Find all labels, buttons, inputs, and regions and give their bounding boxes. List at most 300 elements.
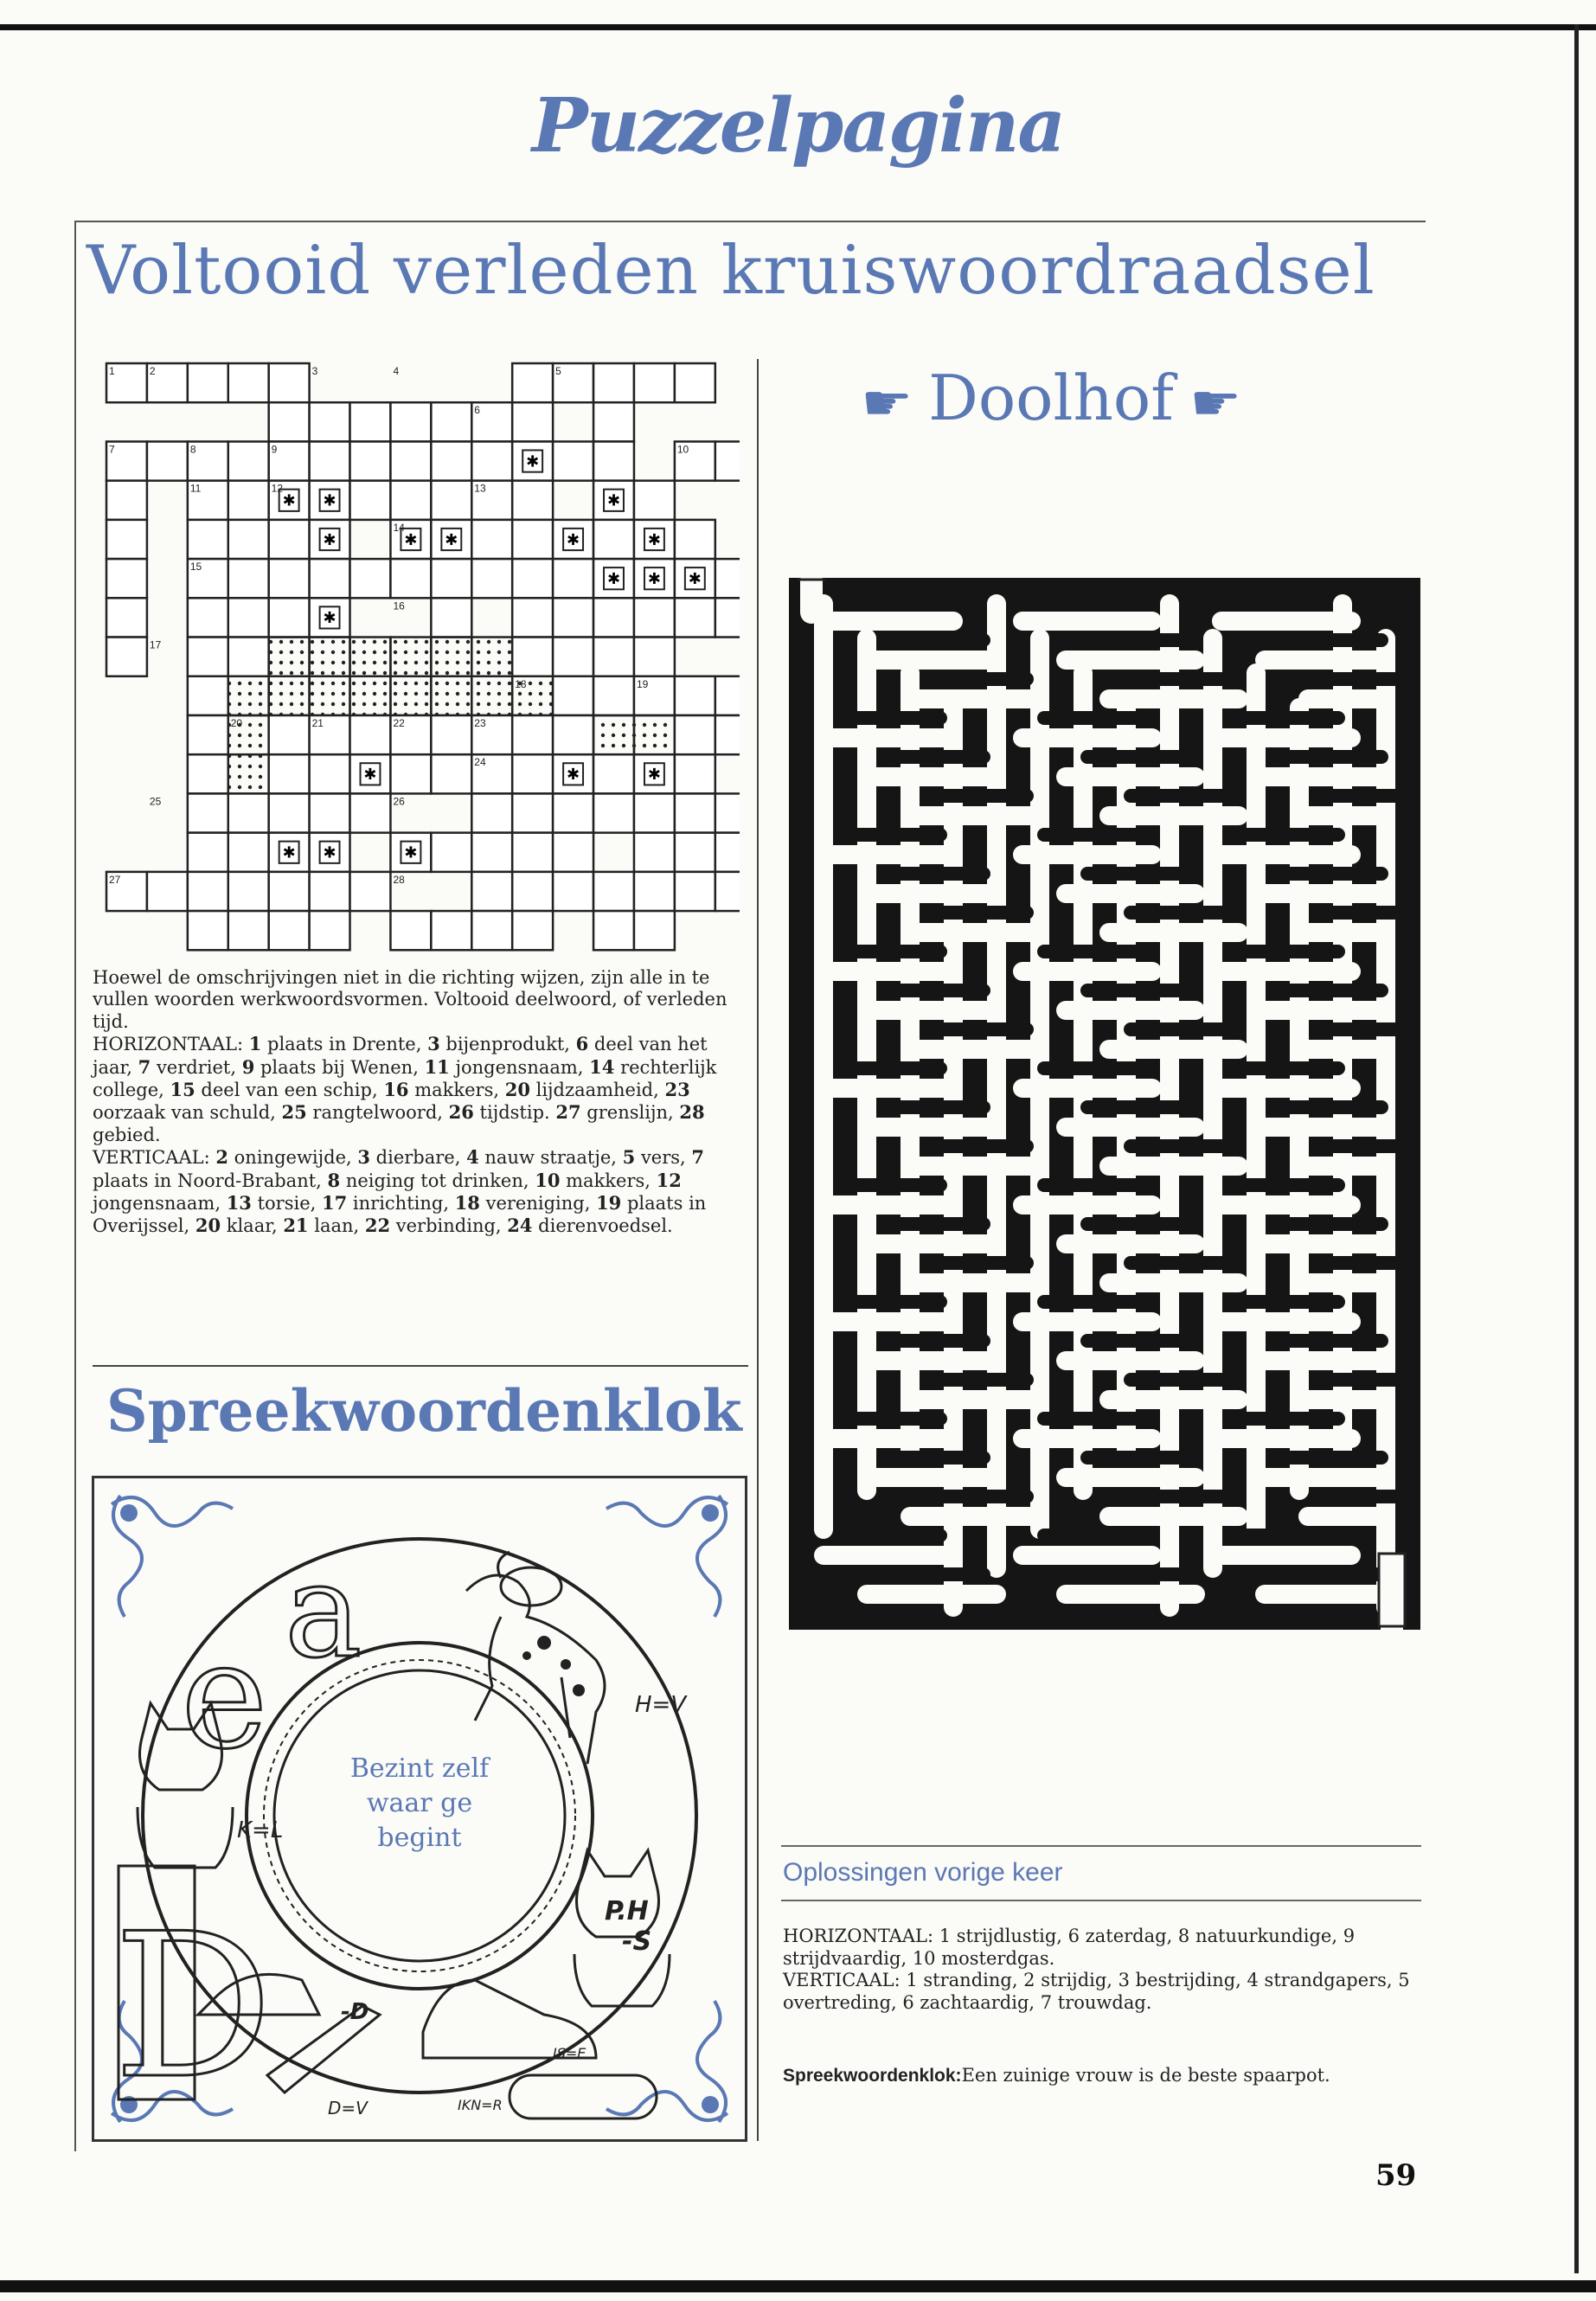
- star-icon: ✱: [404, 530, 418, 548]
- clock-letter-a: a: [285, 1536, 362, 1687]
- clue-text: rechterlijk college,: [93, 1056, 717, 1101]
- crossword-cell: [269, 754, 310, 793]
- crossword-number: 12: [271, 482, 284, 495]
- crossword-cell: [634, 872, 675, 911]
- solutions-klok-text: Een zuinige vrouw is de beste spaarpot.: [961, 2065, 1330, 2086]
- crossword-cell: [228, 481, 269, 520]
- crossword-cell: [715, 598, 740, 637]
- crossword-cell: [471, 559, 512, 598]
- column-divider: [757, 359, 759, 2141]
- crossword-cell: [715, 793, 740, 832]
- clue-number: 4: [466, 1146, 479, 1169]
- crossword-cell: [269, 676, 310, 715]
- crossword-number: 10: [676, 443, 689, 456]
- crossword-number: 11: [189, 482, 202, 495]
- star-icon: ✱: [282, 843, 296, 862]
- crossword-grid-svg: [99, 356, 740, 953]
- clue-text: verdriet,: [151, 1056, 242, 1078]
- crossword-cell: [188, 793, 228, 832]
- crossword-cell: [390, 754, 431, 793]
- crossword-cell: [553, 833, 593, 872]
- clue-number: 9: [241, 1055, 255, 1078]
- clock-letter-d: D: [113, 1892, 273, 2123]
- page-masthead: Puzzelpagina: [531, 82, 1065, 170]
- crossword-cell: [390, 559, 431, 598]
- crossword-cell: [390, 638, 431, 676]
- clue-number: 13: [226, 1192, 252, 1215]
- crossword-cell: [350, 793, 391, 832]
- star-icon: ✱: [606, 491, 621, 510]
- clue-text: vereniging,: [479, 1193, 597, 1215]
- crossword-cell: [512, 520, 553, 559]
- clue-text: klaar,: [221, 1215, 284, 1237]
- clue-number: 17: [322, 1192, 348, 1215]
- crossword-cell: [512, 402, 553, 441]
- crossword-cell: [593, 598, 634, 637]
- crossword-number: 14: [393, 521, 405, 534]
- crossword-number: 5: [555, 365, 561, 377]
- crossword-cell: [634, 833, 675, 872]
- crossword-cell: [390, 481, 431, 520]
- star-icon: ✱: [606, 570, 621, 587]
- crossword-cell: [512, 911, 553, 950]
- crossword-number: 4: [393, 365, 400, 377]
- crossword-number: 21: [311, 716, 324, 729]
- star-icon: ✱: [404, 843, 418, 862]
- crossword-number: 23: [474, 716, 486, 729]
- star-icon: ✱: [282, 491, 296, 510]
- crossword-cell: [553, 872, 593, 911]
- crossword-cell: [310, 676, 350, 715]
- page-frame-top: [0, 24, 1596, 30]
- crossword-cell: [593, 676, 634, 715]
- crossword-cell: [715, 872, 740, 911]
- crossword-cell: [431, 638, 471, 676]
- crossword-cell: [553, 676, 593, 715]
- crossword-cell: [431, 754, 471, 793]
- clue-number: 7: [691, 1146, 705, 1169]
- crossword-cell: [269, 598, 310, 637]
- clue-text: oningewijde,: [228, 1147, 358, 1169]
- crossword-cell: [228, 793, 269, 832]
- crossword-cell: [431, 598, 471, 637]
- star-icon: ✱: [323, 491, 337, 510]
- crossword-cell: [593, 402, 634, 441]
- crossword-cell: [593, 911, 634, 950]
- crossword-number: 8: [189, 443, 196, 456]
- rebus-label: -S: [622, 1926, 652, 1957]
- clue-number: 18: [454, 1192, 480, 1215]
- crossword-cell: [593, 363, 634, 402]
- crossword-cell: [147, 872, 188, 911]
- clue-text: verbinding,: [390, 1215, 508, 1237]
- solutions-klok-label: Spreekwoordenklok:: [783, 2066, 962, 2086]
- clue-number: 26: [448, 1101, 474, 1124]
- crossword-cell: [512, 481, 553, 520]
- clue-text: oorzaak van schuld,: [93, 1102, 282, 1124]
- crossword-cell: [471, 793, 512, 832]
- solutions-rule-bottom: [781, 1900, 1421, 1901]
- crossword-number: 2: [149, 365, 156, 377]
- rebus-label: H=V: [635, 1692, 687, 1718]
- rebus-label: IS=E: [553, 2045, 586, 2061]
- crossword-number: 19: [636, 677, 649, 690]
- star-icon: ✱: [688, 570, 702, 587]
- crossword-number: 25: [149, 795, 162, 808]
- clue-number: 15: [170, 1079, 195, 1101]
- crossword-cell: [431, 402, 471, 441]
- star-icon: ✱: [323, 843, 337, 862]
- crossword-cell: [512, 833, 553, 872]
- crossword-cell: [228, 754, 269, 793]
- solutions-title: Oplossingen vorige keer: [783, 1858, 1063, 1887]
- star-icon: ✱: [647, 570, 661, 587]
- crossword-cell: [269, 715, 310, 754]
- clock-letter-e: e: [181, 1611, 268, 1782]
- horizontal-label: HORIZONTAAL:: [93, 1034, 244, 1055]
- crossword-clues: [93, 967, 741, 1238]
- crossword-number: 13: [474, 482, 486, 495]
- crossword-number: 27: [109, 873, 121, 886]
- clue-text: tijdstip.: [473, 1102, 556, 1124]
- crossword-cell: [269, 520, 310, 559]
- crossword-cell: [431, 911, 471, 950]
- crossword-cell: [350, 638, 391, 676]
- crossword-cell: [106, 481, 147, 520]
- clue-number: 21: [283, 1215, 309, 1237]
- crossword-cell: [593, 520, 634, 559]
- clue-number: 23: [664, 1079, 690, 1101]
- crossword-cell: [310, 638, 350, 676]
- crossword-cell: [675, 872, 715, 911]
- crossword-cell: [350, 715, 391, 754]
- clue-text: inrichting,: [347, 1193, 455, 1215]
- crossword-number: 3: [311, 365, 318, 377]
- clue-text: vers,: [635, 1147, 692, 1169]
- crossword-cell: [634, 715, 675, 754]
- crossword-grid: [99, 356, 740, 953]
- crossword-cell: [390, 441, 431, 480]
- clue-text: rangtelwoord,: [306, 1102, 449, 1124]
- crossword-cell: [188, 911, 228, 950]
- crossword-cell: [431, 559, 471, 598]
- clue-number: 11: [424, 1055, 450, 1078]
- crossword-cell: [188, 598, 228, 637]
- clue-number: 10: [535, 1169, 561, 1191]
- crossword-number: 22: [393, 716, 405, 729]
- clue-number: 7: [138, 1055, 151, 1078]
- crossword-cell: [634, 793, 675, 832]
- crossword-cell: [106, 559, 147, 598]
- crossword-cell: [431, 481, 471, 520]
- crossword-cell: [431, 833, 471, 872]
- clue-text: jongensnaam,: [449, 1056, 590, 1078]
- clue-number: 3: [357, 1146, 370, 1169]
- crossword-cell: [147, 441, 188, 480]
- crossword-cell: [228, 676, 269, 715]
- crossword-cell: [675, 598, 715, 637]
- maze-start-hand-icon: [799, 578, 824, 580]
- maze: [789, 578, 1420, 1630]
- crossword-cell: [675, 363, 715, 402]
- pointing-hand-icon: ☛: [1189, 375, 1242, 432]
- crossword-cell: [188, 676, 228, 715]
- star-icon: ✱: [567, 766, 580, 784]
- clue-number: 8: [327, 1169, 341, 1191]
- crossword-cell: [269, 559, 310, 598]
- crossword-cell: [512, 559, 553, 598]
- clue-text: nauw straatje,: [478, 1147, 623, 1169]
- crossword-cell: [553, 638, 593, 676]
- crossword-cell: [675, 676, 715, 715]
- page-number: 59: [1375, 2158, 1417, 2193]
- crossword-cell: [350, 402, 391, 441]
- crossword-cell: [715, 559, 740, 598]
- crossword-cell: [350, 559, 391, 598]
- clue-number: 25: [281, 1101, 307, 1124]
- crossword-cell: [106, 638, 147, 676]
- crossword-cell: [431, 441, 471, 480]
- clue-text: laan,: [308, 1215, 365, 1237]
- crossword-cell: [512, 638, 553, 676]
- crossword-cell: [188, 754, 228, 793]
- clue-text: plaats in Overijssel,: [93, 1193, 707, 1237]
- solutions-klok: [783, 2064, 1410, 2087]
- crossword-cell: [188, 715, 228, 754]
- clue-number: 1: [248, 1033, 262, 1055]
- spreekwoordenklok-title: Spreekwoordenklok: [106, 1377, 742, 1445]
- crossword-cell: [553, 793, 593, 832]
- solutions-vertical-label: VERTICAAL:: [783, 1970, 901, 1991]
- crossword-cell: [228, 872, 269, 911]
- crossword-cell: [350, 481, 391, 520]
- clock-center-line-2: waar ge: [366, 1788, 473, 1818]
- clue-text: plaats in Drente,: [261, 1034, 428, 1055]
- crossword-cell: [634, 363, 675, 402]
- clue-text: plaats in Noord-Brabant,: [93, 1170, 328, 1191]
- rebus-label: D=V: [328, 2098, 368, 2118]
- crossword-cell: [675, 715, 715, 754]
- clue-text: torsie,: [251, 1193, 322, 1215]
- crossword-number: 16: [393, 599, 405, 612]
- crossword-cell: [228, 520, 269, 559]
- clue-text: grenslijn,: [580, 1102, 680, 1124]
- crossword-cell: [228, 911, 269, 950]
- crossword-cell: [431, 676, 471, 715]
- crossword-cell: [471, 911, 512, 950]
- crossword-cell: [269, 363, 310, 402]
- section-rule: [93, 1365, 748, 1367]
- clue-text: plaats bij Wenen,: [254, 1056, 425, 1078]
- crossword-cell: [269, 872, 310, 911]
- crossword-intro: Hoewel de omschrijvingen niet in die richting wijzen, zijn alle in te vullen woorden werkwoordsvormen. Voltooid deelwoord, of verleden tijd.: [93, 967, 727, 1032]
- clue-text: lijdzaamheid,: [529, 1080, 665, 1101]
- crossword-number: 15: [189, 561, 202, 574]
- page-frame-right: [1574, 24, 1579, 2273]
- crossword-number: 26: [393, 795, 405, 808]
- maze-end-hand-icon: [1379, 1554, 1405, 1626]
- crossword-cell: [593, 638, 634, 676]
- crossword-cell: [553, 441, 593, 480]
- crossword-cell: [593, 715, 634, 754]
- crossword-cell: [228, 638, 269, 676]
- crossword-cell: [390, 676, 431, 715]
- clue-number: 16: [383, 1079, 409, 1101]
- crossword-cell: [553, 559, 593, 598]
- crossword-cell: [512, 872, 553, 911]
- crossword-cell: [269, 638, 310, 676]
- spreekwoordenklok-illustration: [92, 1476, 747, 2142]
- crossword-cell: [269, 402, 310, 441]
- crossword-cell: [269, 911, 310, 950]
- crossword-number: 1: [109, 365, 115, 377]
- vertical-label: VERTICAAL:: [93, 1147, 210, 1169]
- clue-number: 14: [589, 1055, 615, 1078]
- crossword-cell: [310, 402, 350, 441]
- crossword-cell: [553, 598, 593, 637]
- crossword-cell: [188, 872, 228, 911]
- star-icon: ✱: [567, 530, 580, 548]
- crossword-cell: [675, 520, 715, 559]
- clue-text: makkers,: [408, 1080, 505, 1101]
- crossword-cell: [593, 754, 634, 793]
- crossword-cell: [106, 598, 147, 637]
- pointing-hand-icon: ☛: [860, 375, 913, 432]
- crossword-cell: [471, 872, 512, 911]
- crossword-cell: [310, 793, 350, 832]
- star-icon: ✱: [526, 452, 540, 471]
- crossword-cell: [228, 598, 269, 637]
- solutions-rule-top: [781, 1845, 1421, 1847]
- crossword-cell: [675, 833, 715, 872]
- clue-number: 24: [507, 1215, 533, 1237]
- crossword-cell: [188, 363, 228, 402]
- clue-text: bijenprodukt,: [439, 1034, 576, 1055]
- crossword-cell: [715, 676, 740, 715]
- crossword-cell: [310, 872, 350, 911]
- crossword-cell: [269, 793, 310, 832]
- crossword-cell: [188, 638, 228, 676]
- star-icon: ✱: [647, 766, 661, 784]
- crossword-cell: [310, 559, 350, 598]
- crossword-cell: [512, 793, 553, 832]
- clue-number: 20: [195, 1215, 221, 1237]
- crossword-number: 24: [474, 756, 486, 769]
- clue-text: gebied.: [93, 1124, 161, 1145]
- crossword-cell: [675, 754, 715, 793]
- crossword-cell: [228, 559, 269, 598]
- rebus-label: -D: [341, 1999, 369, 2025]
- crossword-cell: [471, 638, 512, 676]
- crossword-number: 28: [393, 873, 405, 886]
- crossword-cell: [512, 598, 553, 637]
- crossword-cell: [310, 754, 350, 793]
- crossword-number: 6: [474, 404, 480, 417]
- crossword-cell: [512, 715, 553, 754]
- clock-center-line-3: begint: [377, 1823, 462, 1853]
- crossword-cell: [634, 638, 675, 676]
- clue-number: 6: [575, 1033, 589, 1055]
- crossword-number: 20: [230, 716, 243, 729]
- crossword-cell: [106, 520, 147, 559]
- crossword-cell: [188, 833, 228, 872]
- clue-text: deel van een schip,: [195, 1080, 384, 1101]
- clue-number: 28: [679, 1101, 705, 1124]
- star-icon: ✱: [363, 766, 377, 784]
- crossword-cell: [350, 676, 391, 715]
- crossword-cell: [634, 598, 675, 637]
- crossword-cell: [675, 793, 715, 832]
- clue-number: 20: [504, 1079, 530, 1101]
- clue-text: dierbare,: [370, 1147, 467, 1169]
- clock-center-line-1: Bezint zelf: [349, 1753, 490, 1784]
- star-icon: ✱: [445, 530, 458, 548]
- star-icon: ✱: [323, 609, 337, 627]
- crossword-number: 17: [149, 638, 162, 651]
- star-icon: ✱: [323, 530, 337, 548]
- crossword-cell: [228, 363, 269, 402]
- crossword-cell: [310, 911, 350, 950]
- crossword-cell: [471, 676, 512, 715]
- clue-number: 19: [596, 1192, 622, 1215]
- clue-number: 27: [555, 1101, 581, 1124]
- clue-text: jongensnaam,: [93, 1193, 227, 1215]
- clue-number: 12: [656, 1169, 682, 1191]
- crossword-cell: [593, 793, 634, 832]
- maze-title-row: [860, 362, 1242, 434]
- crossword-cell: [228, 441, 269, 480]
- crossword-cell: [593, 441, 634, 480]
- maze-title: Doolhof: [928, 362, 1174, 434]
- crossword-number: 18: [515, 677, 527, 690]
- crossword-cell: [350, 872, 391, 911]
- crossword-cell: [553, 715, 593, 754]
- crossword-number: 7: [109, 443, 115, 456]
- crossword-cell: [471, 441, 512, 480]
- rebus-label: P.H: [605, 1896, 649, 1926]
- crossword-cell: [471, 520, 512, 559]
- rebus-label: K=L: [237, 1817, 284, 1843]
- maze-svg: [789, 578, 1420, 1630]
- solutions-text: [783, 1926, 1410, 2014]
- page-frame-bottom: [0, 2280, 1596, 2292]
- clue-text: dierenvoedsel.: [532, 1215, 673, 1237]
- crossword-cell: [228, 833, 269, 872]
- solutions-horizontal-label: HORIZONTAAL:: [783, 1926, 934, 1946]
- clue-number: 5: [622, 1146, 636, 1169]
- crossword-cell: [431, 715, 471, 754]
- crossword-cell: [390, 402, 431, 441]
- crossword-cell: [390, 911, 431, 950]
- crossword-cell: [715, 441, 740, 480]
- crossword-cell: [471, 833, 512, 872]
- crossword-cell: [512, 363, 553, 402]
- crossword-cell: [188, 520, 228, 559]
- crossword-cell: [715, 715, 740, 754]
- solutions-horizontal: 1 strijdlustig, 6 zaterdag, 8 natuurkundige, 9 strijdvaardig, 10 mosterdgas.: [783, 1926, 1356, 1969]
- rebus-label: IKN=R: [458, 2097, 503, 2113]
- crossword-title: Voltooid verleden kruiswoordraadsel: [87, 232, 1375, 310]
- crossword-cell: [715, 833, 740, 872]
- clue-number: 22: [364, 1215, 391, 1237]
- crossword-cell: [634, 481, 675, 520]
- crossword-cell: [310, 441, 350, 480]
- crossword-number: 9: [271, 443, 278, 456]
- clue-text: neiging tot drinken,: [340, 1170, 535, 1191]
- clue-number: 3: [427, 1033, 440, 1055]
- clue-number: 2: [215, 1146, 228, 1169]
- solutions-vertical: 1 stranding, 2 strijdig, 3 bestrijding, 4 strandgapers, 5 overtreding, 6 zachtaardig, 7 trouwdag.: [783, 1970, 1410, 2013]
